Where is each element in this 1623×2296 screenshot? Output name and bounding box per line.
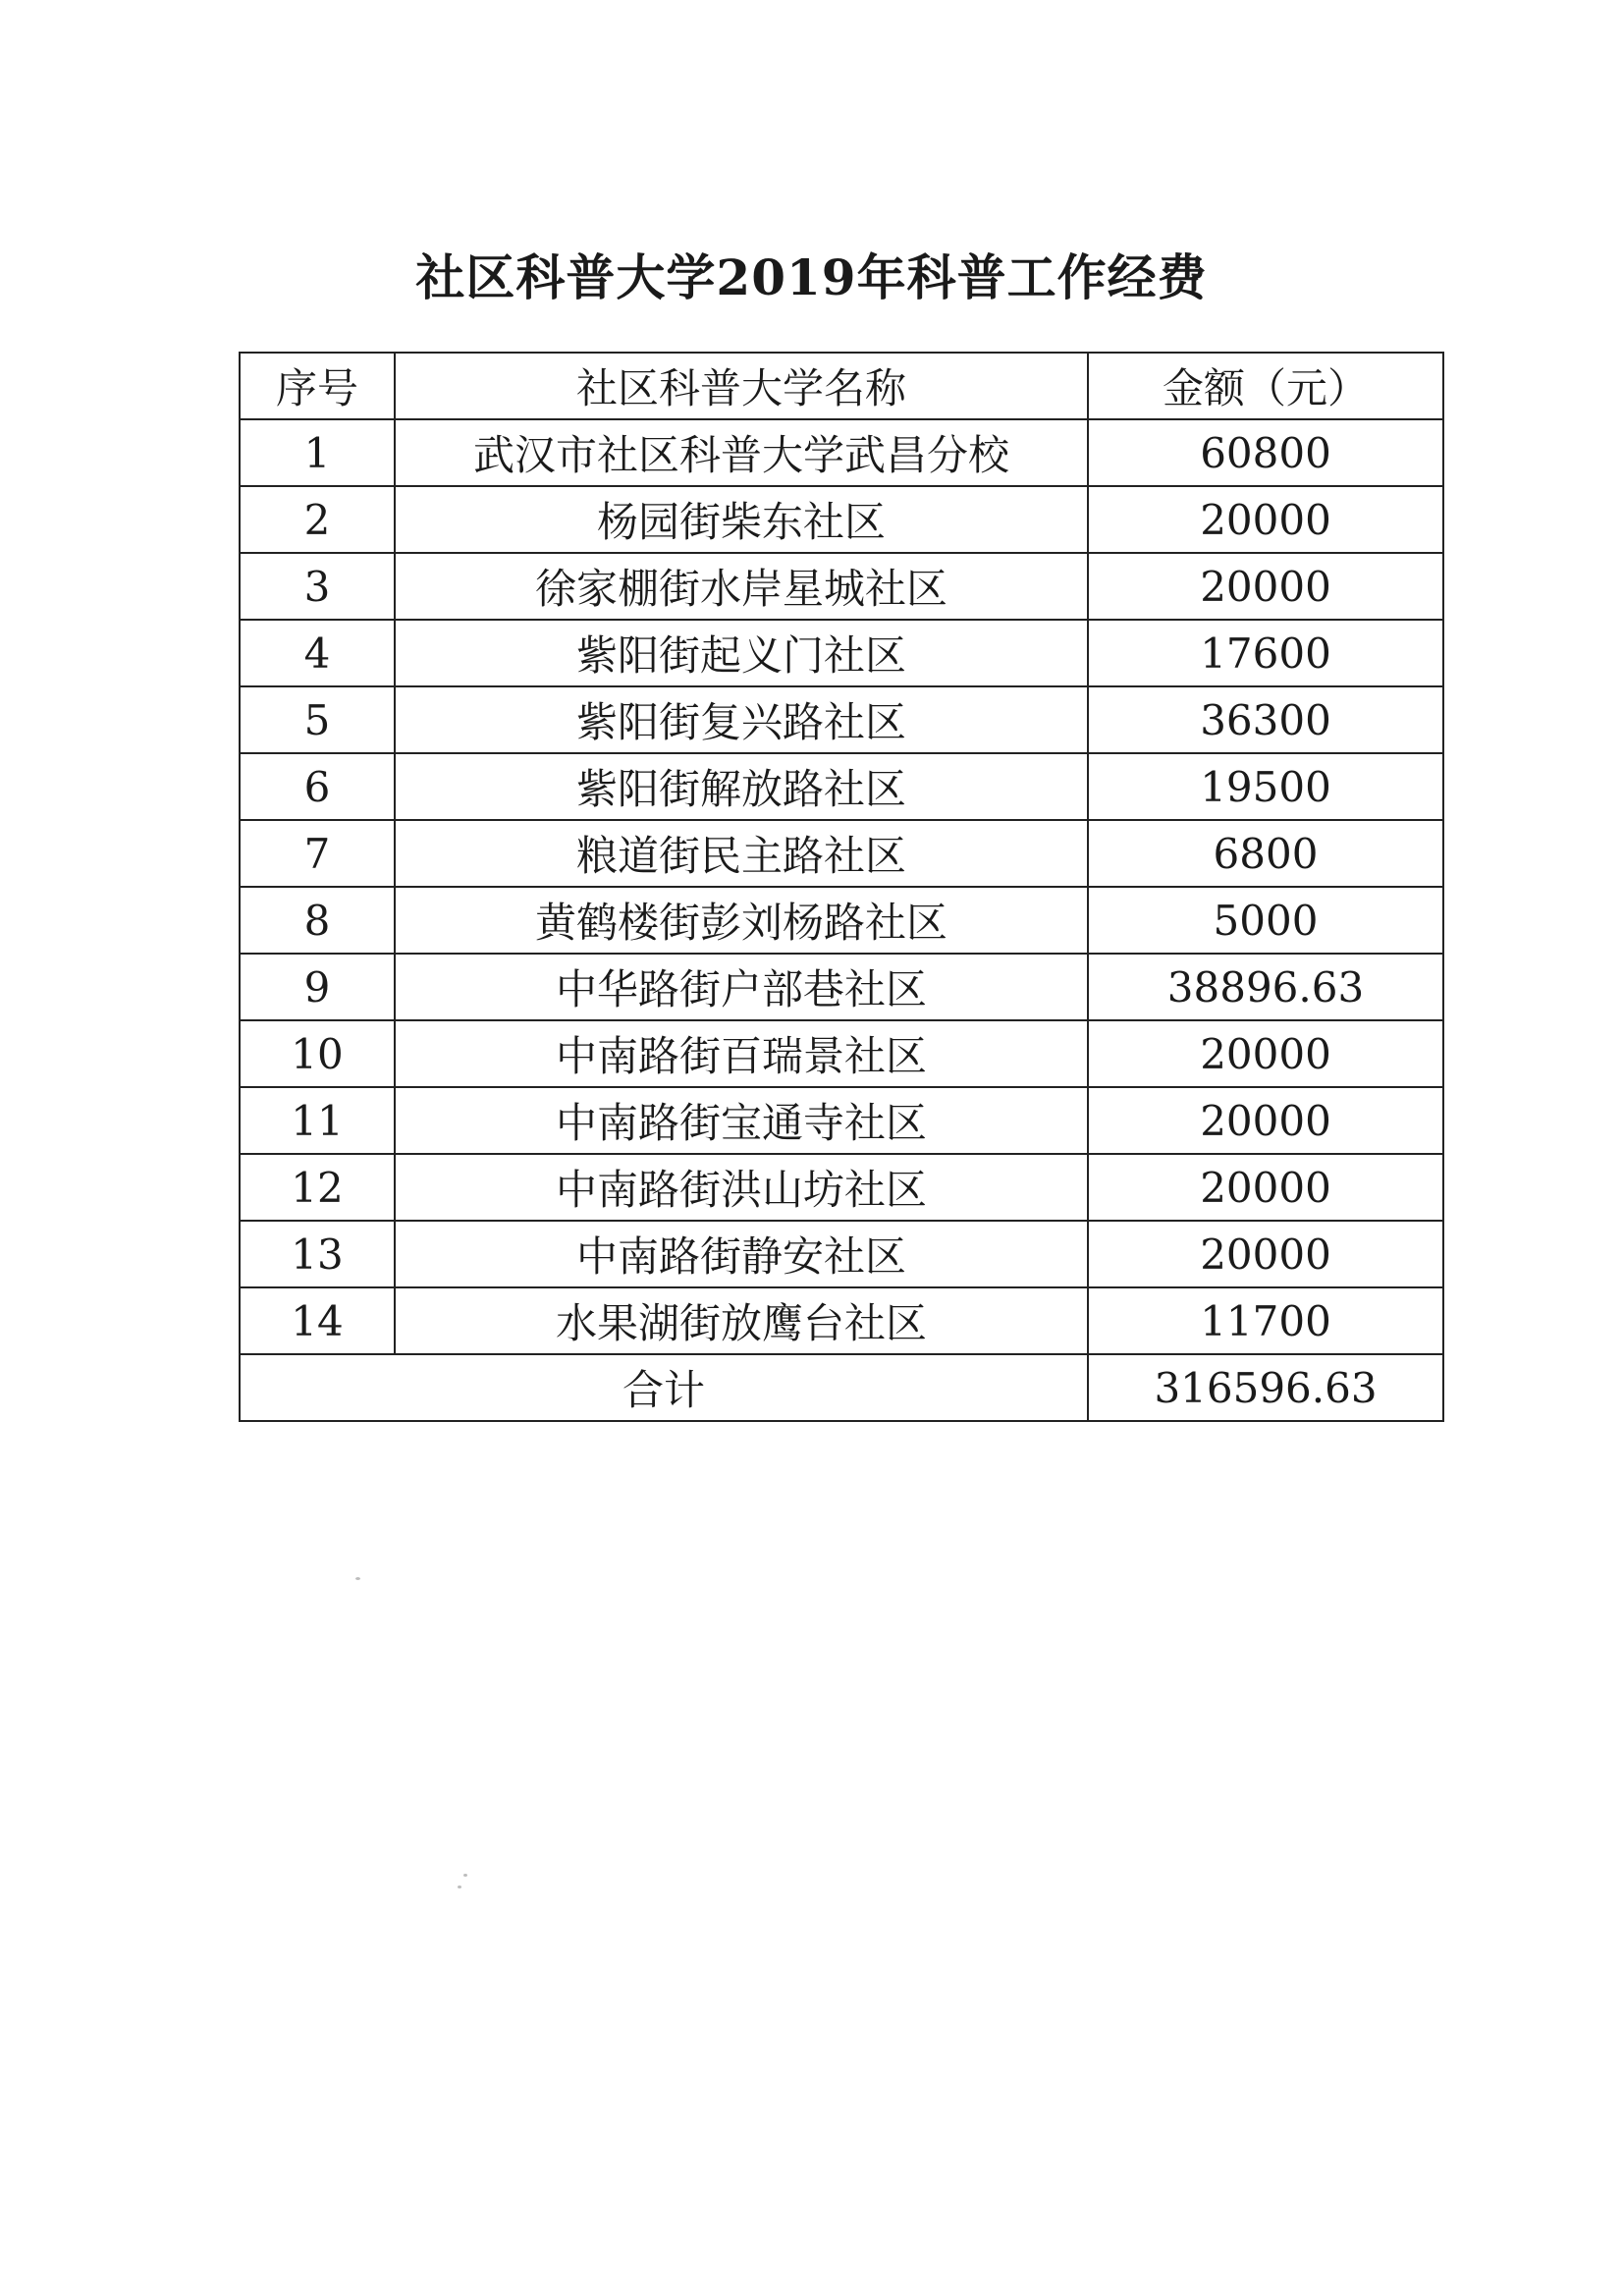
row-serial-number: 2 bbox=[240, 486, 395, 553]
table-row bbox=[240, 620, 1443, 686]
row-serial-number: 6 bbox=[240, 753, 395, 820]
row-serial-number: 12 bbox=[240, 1154, 395, 1221]
row-university-name: 紫阳街复兴路社区 bbox=[395, 686, 1088, 753]
table-row bbox=[240, 1154, 1443, 1221]
row-university-name: 中华路街户部巷社区 bbox=[395, 954, 1088, 1020]
table-row bbox=[240, 887, 1443, 954]
row-serial-number: 13 bbox=[240, 1221, 395, 1287]
row-university-name: 中南路街洪山坊社区 bbox=[395, 1154, 1088, 1221]
row-amount: 17600 bbox=[1088, 620, 1443, 686]
total-amount: 316596.63 bbox=[1088, 1354, 1443, 1421]
table-row bbox=[240, 1221, 1443, 1287]
table-row bbox=[240, 820, 1443, 887]
table-row bbox=[240, 553, 1443, 620]
header-university-name: 社区科普大学名称 bbox=[395, 353, 1088, 419]
scan-speck bbox=[355, 1577, 360, 1580]
row-serial-number: 1 bbox=[240, 419, 395, 486]
funding-table bbox=[239, 352, 1444, 1422]
row-amount: 5000 bbox=[1088, 887, 1443, 954]
row-university-name: 杨园街柴东社区 bbox=[395, 486, 1088, 553]
row-university-name: 粮道街民主路社区 bbox=[395, 820, 1088, 887]
row-amount: 6800 bbox=[1088, 820, 1443, 887]
row-serial-number: 4 bbox=[240, 620, 395, 686]
row-serial-number: 9 bbox=[240, 954, 395, 1020]
scan-speck bbox=[458, 1886, 461, 1888]
row-amount: 20000 bbox=[1088, 1020, 1443, 1087]
table-row bbox=[240, 753, 1443, 820]
row-serial-number: 11 bbox=[240, 1087, 395, 1154]
row-amount: 11700 bbox=[1088, 1287, 1443, 1354]
row-university-name: 武汉市社区科普大学武昌分校 bbox=[395, 419, 1088, 486]
table-row bbox=[240, 1020, 1443, 1087]
row-university-name: 中南路街静安社区 bbox=[395, 1221, 1088, 1287]
row-amount: 19500 bbox=[1088, 753, 1443, 820]
row-university-name: 中南路街宝通寺社区 bbox=[395, 1087, 1088, 1154]
row-amount: 20000 bbox=[1088, 1087, 1443, 1154]
funding-table-container bbox=[239, 352, 1442, 1422]
row-university-name: 中南路街百瑞景社区 bbox=[395, 1020, 1088, 1087]
row-serial-number: 8 bbox=[240, 887, 395, 954]
row-university-name: 水果湖街放鹰台社区 bbox=[395, 1287, 1088, 1354]
page-title: 社区科普大学2019年科普工作经费 bbox=[415, 248, 1208, 306]
table-row bbox=[240, 1087, 1443, 1154]
table-row bbox=[240, 954, 1443, 1020]
total-label: 合计 bbox=[240, 1354, 1088, 1421]
table-header-row bbox=[240, 353, 1443, 419]
row-serial-number: 7 bbox=[240, 820, 395, 887]
scan-speck bbox=[463, 1874, 467, 1877]
table-row bbox=[240, 1287, 1443, 1354]
table-row bbox=[240, 486, 1443, 553]
row-university-name: 紫阳街解放路社区 bbox=[395, 753, 1088, 820]
row-serial-number: 14 bbox=[240, 1287, 395, 1354]
row-amount: 36300 bbox=[1088, 686, 1443, 753]
row-serial-number: 10 bbox=[240, 1020, 395, 1087]
row-university-name: 紫阳街起义门社区 bbox=[395, 620, 1088, 686]
row-university-name: 黄鹤楼街彭刘杨路社区 bbox=[395, 887, 1088, 954]
table-row bbox=[240, 419, 1443, 486]
row-amount: 20000 bbox=[1088, 486, 1443, 553]
row-serial-number: 3 bbox=[240, 553, 395, 620]
table-row bbox=[240, 686, 1443, 753]
row-amount: 20000 bbox=[1088, 1154, 1443, 1221]
row-university-name: 徐家棚街水岸星城社区 bbox=[395, 553, 1088, 620]
row-serial-number: 5 bbox=[240, 686, 395, 753]
header-amount: 金额（元） bbox=[1088, 353, 1443, 419]
row-amount: 20000 bbox=[1088, 553, 1443, 620]
row-amount: 60800 bbox=[1088, 419, 1443, 486]
row-amount: 38896.63 bbox=[1088, 954, 1443, 1020]
header-serial-number: 序号 bbox=[240, 353, 395, 419]
total-row bbox=[240, 1354, 1443, 1421]
row-amount: 20000 bbox=[1088, 1221, 1443, 1287]
